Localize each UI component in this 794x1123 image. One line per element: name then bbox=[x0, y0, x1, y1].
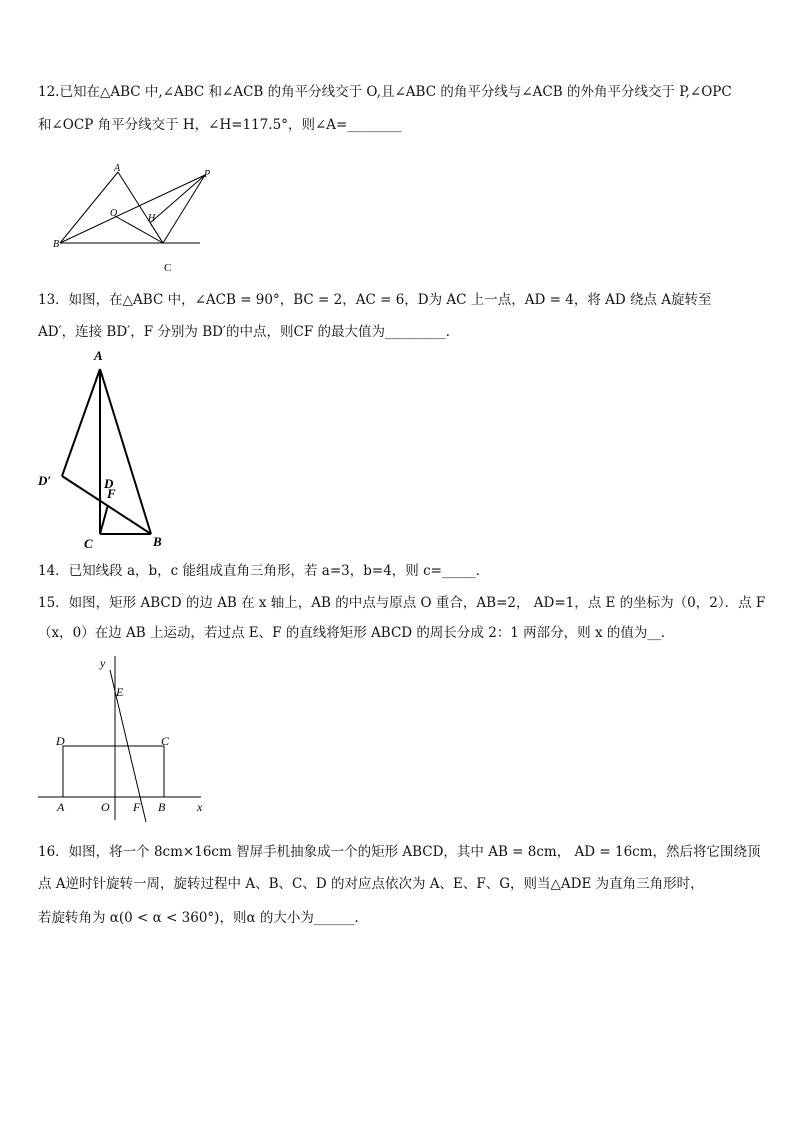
q12-text-line1: 12.已知在△ABC 中,∠ABC 和∠ACB 的角平分线交于 O,且∠ABC 的角平分线与∠ACB 的外角平分线交于 P,∠OPC bbox=[38, 84, 732, 100]
q15-label-e: E bbox=[116, 685, 124, 699]
q14-text-line1: 14．已知线段 a，b，c 能组成直角三角形，若 a=3，b=4，则 c=_____． bbox=[38, 563, 490, 579]
q12-line-oc bbox=[115, 216, 163, 243]
q13-line-ad-prime bbox=[62, 369, 100, 476]
q13-label-a: A bbox=[94, 348, 103, 363]
q12-text-line2: 和∠OCP 角平分线交于 H，∠H=117.5°，则∠A=________ bbox=[38, 117, 402, 133]
q13-figure bbox=[36, 345, 176, 555]
q15-label-c: C bbox=[161, 734, 170, 748]
q13-label-c: C bbox=[84, 536, 93, 551]
q15-label-o: O bbox=[101, 800, 110, 814]
q12-figure bbox=[50, 160, 220, 278]
q12-label-a: A bbox=[114, 163, 121, 174]
q12-label-o: O bbox=[110, 208, 118, 219]
q13-text-line1: 13．如图，在△ABC 中，∠ACB = 90°，BC = 2，AC = 6，D为 AC 上一点，AD = 4，将 AD 绕点 A旋转至 bbox=[38, 292, 712, 308]
q13-label-d-prime: D′ bbox=[38, 473, 52, 488]
q12-label-b: B bbox=[53, 239, 60, 250]
q15-text-line1: 15．如图，矩形 ABCD 的边 AB 在 x 轴上，AB 的中点与原点 O 重合，AB=2， AD=1，点 E 的坐标为（0，2）．点 F bbox=[38, 595, 766, 611]
q15-label-d: D bbox=[56, 734, 65, 748]
q12-line-hp bbox=[150, 175, 205, 223]
q15-label-y: y bbox=[100, 656, 106, 670]
q12-label-p: P bbox=[204, 169, 211, 180]
q13-label-b: B bbox=[153, 534, 162, 549]
q15-label-a: A bbox=[57, 800, 65, 814]
q13-label-f: F bbox=[107, 486, 116, 501]
q16-text-line1: 16．如图，将一个 8cm×16cm 智屏手机抽象成一个的矩形 ABCD，其中 AB = 8cm， AD = 16cm，然后将它围绕顶 bbox=[38, 844, 761, 860]
q15-label-x: x bbox=[197, 800, 203, 814]
q15-label-f: F bbox=[133, 800, 141, 814]
q12-label-h: H bbox=[148, 213, 156, 224]
q12-line-bp bbox=[60, 175, 205, 243]
q15-label-b: B bbox=[158, 800, 166, 814]
q16-text-line2: 点 A逆时针旋转一周，旋转过程中 A、B、C、D 的对应点依次为 A、E、F、G，则当△ADE 为直角三角形时， bbox=[38, 876, 704, 892]
q13-label-d: D bbox=[104, 476, 114, 491]
q12-label-c: C bbox=[164, 262, 172, 274]
q13-line-cf bbox=[100, 505, 108, 534]
q15-text-line2: （x，0）在边 AB 上运动，若过点 E、F 的直线将矩形 ABCD 的周长分成 2：1 两部分，则 x 的值为__． bbox=[38, 625, 675, 641]
q15-figure bbox=[36, 650, 216, 830]
q16-text-line3: 若旋转角为 α(0 < α < 360°)，则α 的大小为______. bbox=[38, 910, 359, 926]
q13-text-line2: AD′，连接 BD′，F 分别为 BD′的中点，则CF 的最大值为_________． bbox=[38, 324, 460, 340]
q15-rectangle-abcd bbox=[63, 746, 164, 797]
